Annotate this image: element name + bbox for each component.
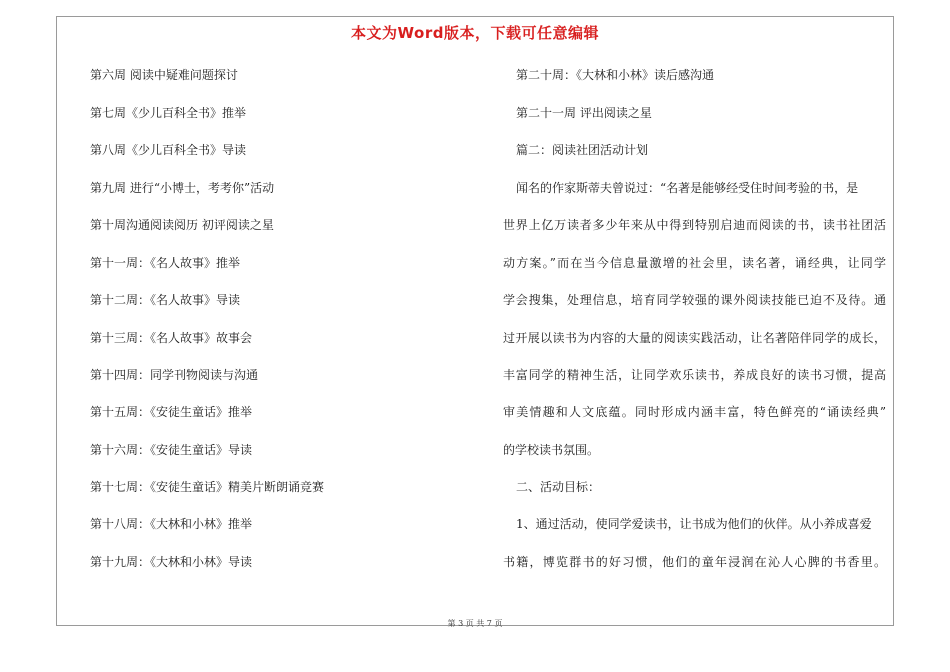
paragraph-line: 学会搜集，处理信息，培育同学较强的课外阅读技能已迫不及待。通 xyxy=(503,293,886,307)
left-line: 第十八周：《大林和小林》推举 xyxy=(90,517,253,531)
left-line: 第十二周：《名人故事》导读 xyxy=(90,293,241,307)
paragraph-line: 审美情趣和人文底蕴。同时形成内涵丰富，特色鲜亮的“诵读经典” xyxy=(503,405,886,419)
right-line: 第二十周：《大林和小林》读后感沟通 xyxy=(516,68,715,82)
paragraph-line: 书籍，博览群书的好习惯，他们的童年浸润在沁人心脾的书香里。 xyxy=(503,555,886,569)
left-line: 第十六周：《安徒生童话》导读 xyxy=(90,443,253,457)
left-line: 第七周《少儿百科全书》推举 xyxy=(90,106,247,120)
paragraph-line: 动方案。”而在当今信息量激增的社会里，读名著，诵经典，让同学 xyxy=(503,256,886,270)
word-version-banner: 本文为Word版本，下载可任意编辑 xyxy=(351,24,599,42)
paragraph-line: 世界上亿万读者多少年来从中得到特别启迪而阅读的书，读书社团活 xyxy=(503,218,886,232)
paragraph-line: 的学校读书氛围。 xyxy=(503,443,600,457)
paragraph-line: 1、通过活动，使同学爱读书，让书成为他们的伙伴。从小养成喜爱 xyxy=(516,517,872,531)
left-line: 第八周《少儿百科全书》导读 xyxy=(90,143,247,157)
paragraph-line: 丰富同学的精神生活，让同学欢乐读书，养成良好的读书习惯，提高 xyxy=(503,368,886,382)
paragraph-line: 过开展以读书为内容的大量的阅读实践活动，让名著陪伴同学的成长， xyxy=(503,331,886,345)
left-line: 第十五周：《安徒生童话》推举 xyxy=(90,405,253,419)
right-line: 第二十一周 评出阅读之星 xyxy=(516,106,652,120)
left-line: 第十三周：《名人故事》故事会 xyxy=(90,331,253,345)
section-heading: 篇二：阅读社团活动计划 xyxy=(516,143,649,157)
left-line: 第九周 进行“小博士，考考你”活动 xyxy=(90,181,275,195)
section-heading: 二、活动目标： xyxy=(516,480,601,494)
left-line: 第十一周：《名人故事》推举 xyxy=(90,256,241,270)
left-line: 第六周 阅读中疑难问题探讨 xyxy=(90,68,238,82)
left-line: 第十九周：《大林和小林》导读 xyxy=(90,555,253,569)
left-line: 第十七周：《安徒生童话》精美片断朗诵竞赛 xyxy=(90,480,325,494)
page-number: 第 3 页 共 7 页 xyxy=(447,619,503,628)
left-line: 第十四周：同学刊物阅读与沟通 xyxy=(90,368,259,382)
left-line: 第十周沟通阅读阅历 初评阅读之星 xyxy=(90,218,274,232)
paragraph-line: 闻名的作家斯蒂夫曾说过：“名著是能够经受住时间考验的书，是 xyxy=(516,181,859,195)
